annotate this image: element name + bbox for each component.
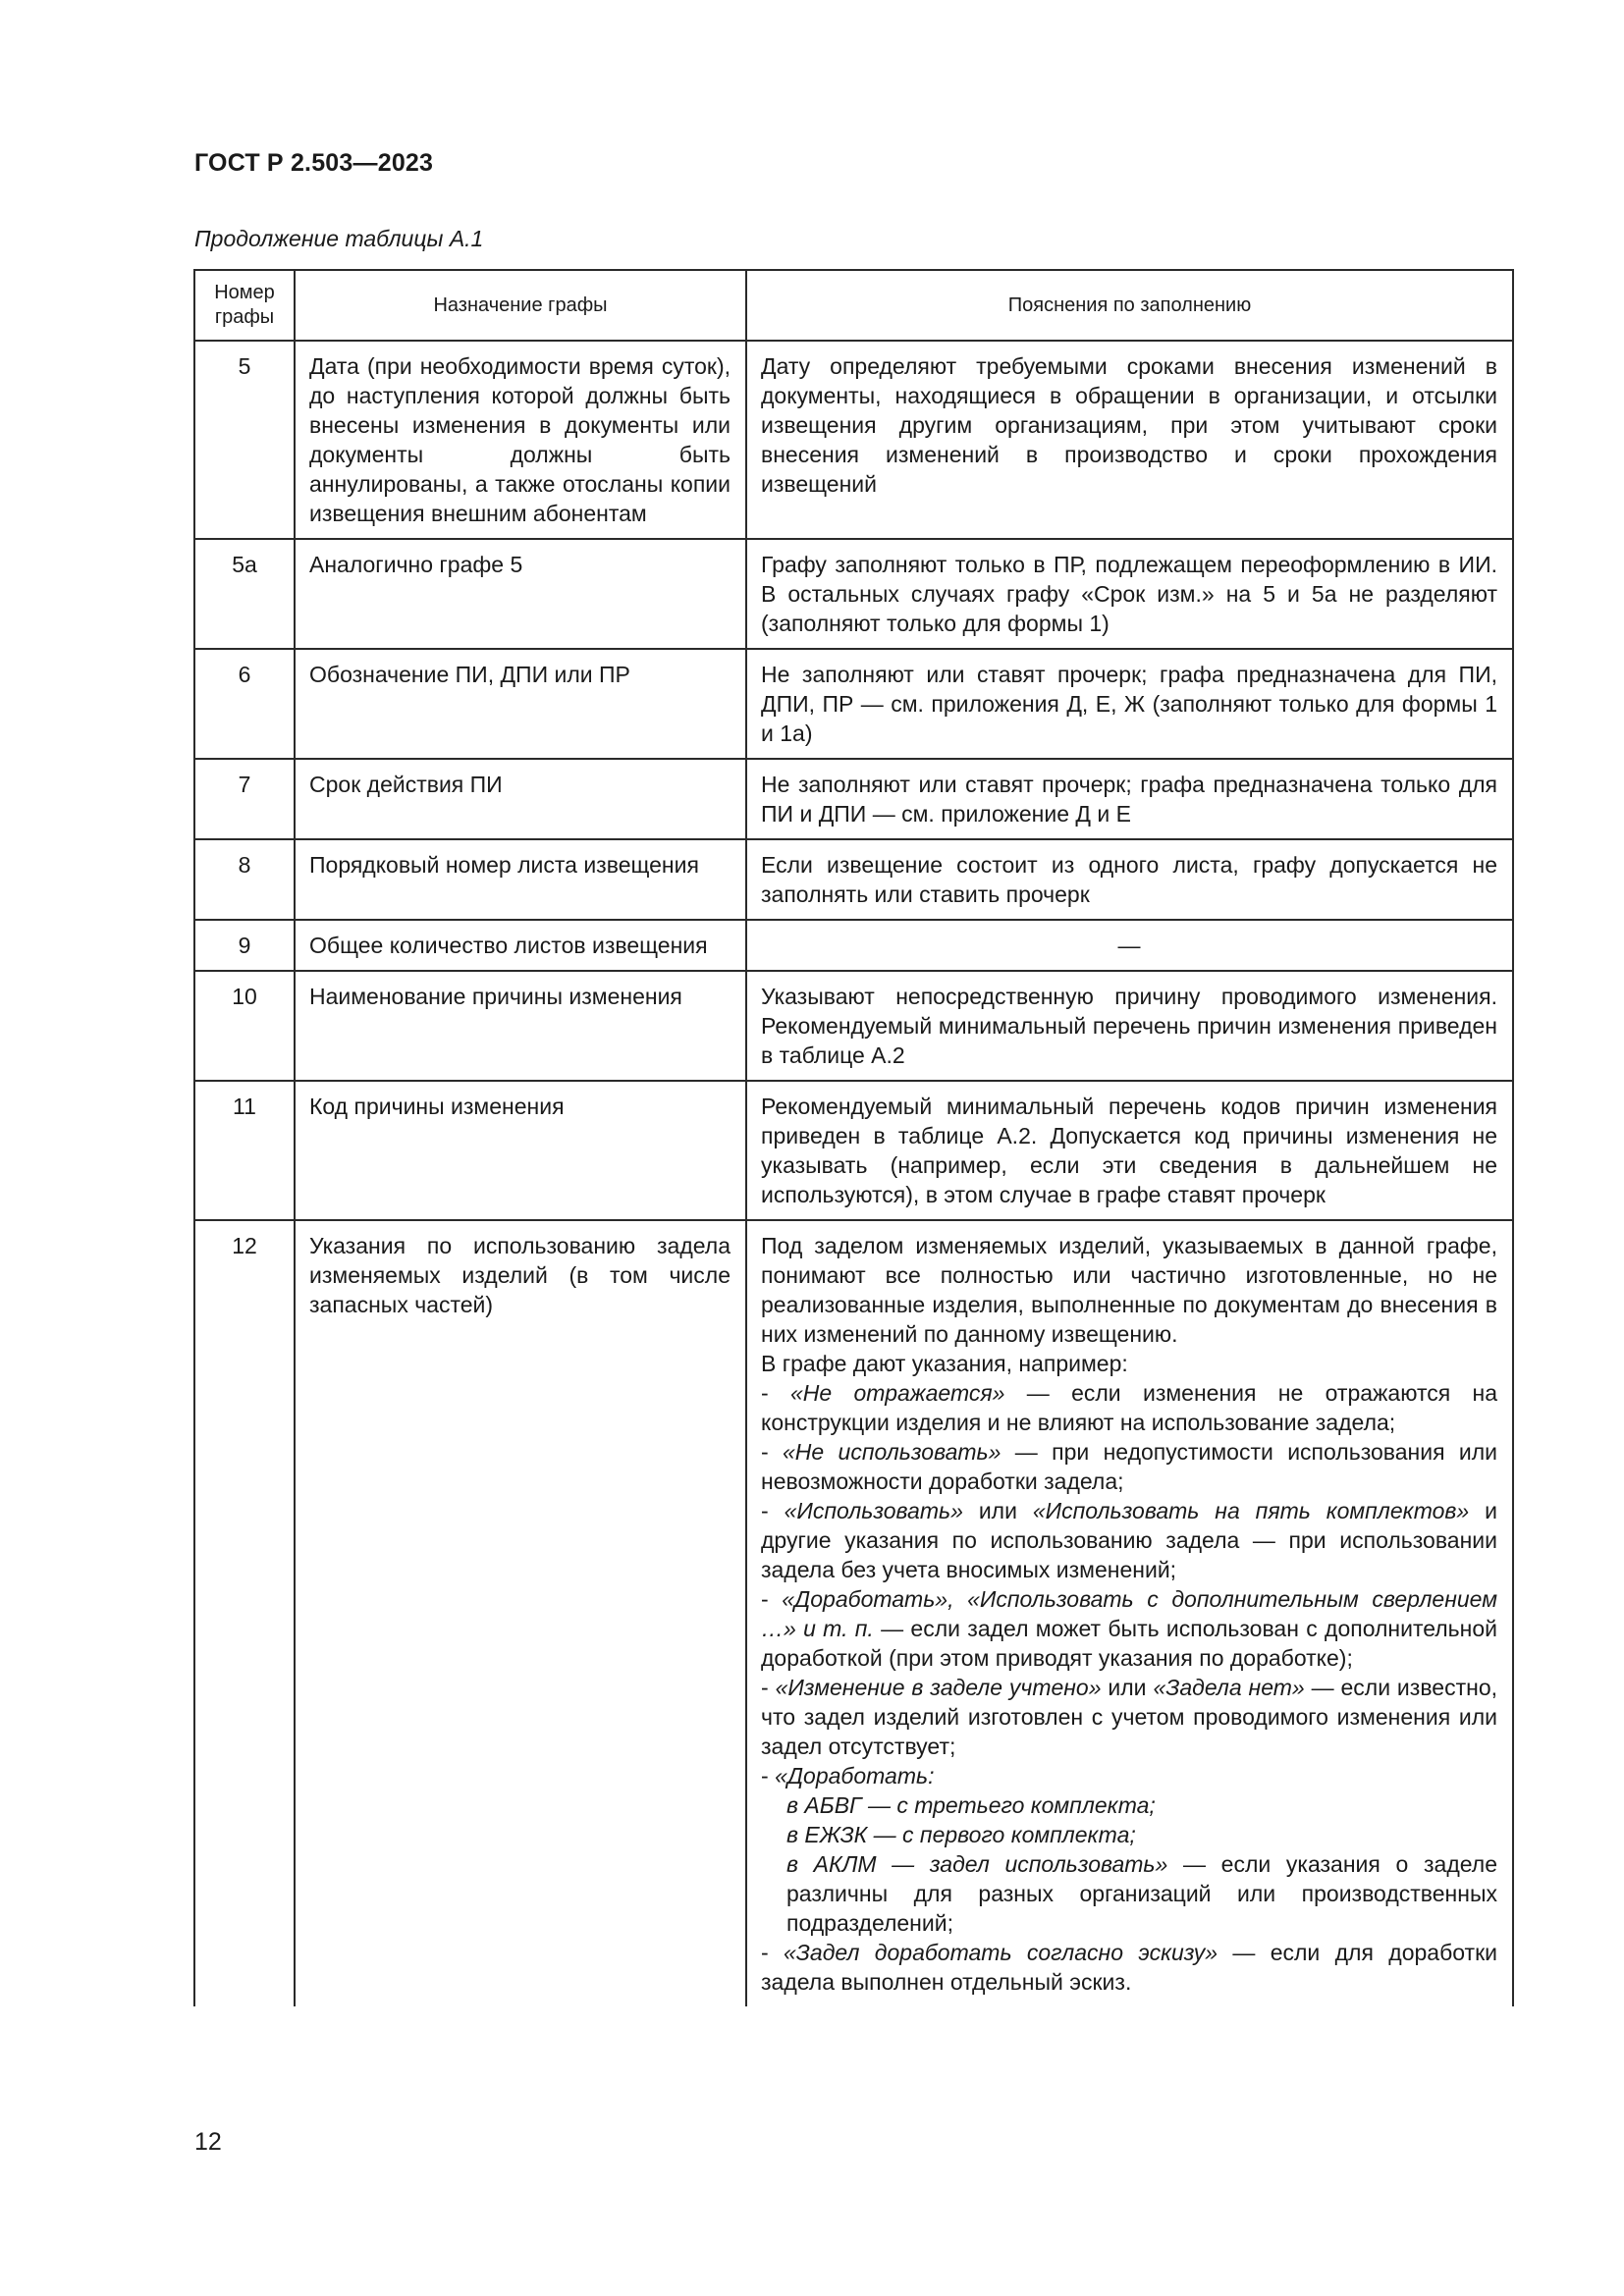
note-bullet: [761, 1761, 1497, 1790]
bullet-dash: -: [761, 1675, 776, 1700]
row-purpose: Дата (при необходимости время суток), до наступления которой должны быть внесены изменения в документы или документы должны быть аннулированы, а также отосланы копии извещения внешним абонентам: [295, 341, 746, 539]
table-row: [194, 1220, 1513, 2006]
quoted-instruction: в АКЛМ — задел использовать»: [786, 1851, 1168, 1877]
column-header-number: Номер графы: [194, 270, 295, 341]
row-number: 8: [194, 839, 295, 920]
row-note: —: [746, 920, 1513, 971]
table-row: [194, 920, 1513, 971]
note-intro: Под заделом изменяемых изделий, указываемых в данной графе, понимают все полностью или частично изготовленные, но не реализованные изделия, выполненные по документам до внесения в них изменений по данному извещению.: [761, 1233, 1497, 1347]
table-row: [194, 649, 1513, 759]
row-purpose: Порядковый номер листа извещения: [295, 839, 746, 920]
bullet-text: — при недопустимости использования или невозможности доработки задела;: [761, 1439, 1497, 1494]
row-purpose: Обозначение ПИ, ДПИ или ПР: [295, 649, 746, 759]
quoted-instruction: «Использовать на пять комплектов»: [1032, 1498, 1470, 1523]
note-bullet: [761, 1938, 1497, 1997]
bullet-dash: -: [761, 1763, 776, 1789]
row-purpose: Аналогично графе 5: [295, 539, 746, 649]
bullet-dash: -: [761, 1586, 783, 1612]
row-purpose: Срок действия ПИ: [295, 759, 746, 839]
bullet-text: или: [962, 1498, 1033, 1523]
bullet-dash: -: [761, 1380, 790, 1406]
quoted-instruction: в ЕЖЗК — с первого комплекта;: [786, 1822, 1136, 1847]
document-header: ГОСТ Р 2.503—2023: [194, 149, 434, 177]
quoted-instruction: «Не отражается»: [790, 1380, 1005, 1406]
row-number: 10: [194, 971, 295, 1081]
page-number: 12: [194, 2128, 222, 2156]
row-note: Не заполняют или ставят прочерк; графа предназначена для ПИ, ДПИ, ПР — см. приложения Д, Е, Ж (заполняют только для формы 1 и 1а): [746, 649, 1513, 759]
bullet-text: — если указания о заделе различны для разных организаций или производственных подразделений;: [786, 1851, 1497, 1936]
row-number: 5а: [194, 539, 295, 649]
note-sub-line: [761, 1790, 1497, 1820]
quoted-instruction: в АБВГ — с третьего комплекта;: [786, 1792, 1156, 1818]
row-note: Указывают непосредственную причину проводимого изменения. Рекомендуемый минимальный перечень причин изменения приведен в таблице А.2: [746, 971, 1513, 1081]
table-row: [194, 759, 1513, 839]
row-number: 9: [194, 920, 295, 971]
quoted-instruction: «Задела нет»: [1153, 1675, 1305, 1700]
note-sub-line: [761, 1849, 1497, 1938]
table-caption: Продолжение таблицы А.1: [194, 226, 484, 251]
row-note: Дату определяют требуемыми сроками внесения изменений в документы, находящиеся в обращении в организации, и отсылки извещения другим организациям, при этом учитывают сроки внесения изменений в производство и сроки прохождения извещений: [746, 341, 1513, 539]
note-bullet: [761, 1437, 1497, 1496]
quoted-instruction: «Задел доработать согласно эскизу»: [784, 1940, 1218, 1965]
bullet-text: — если для доработки задела выполнен отдельный эскиз.: [761, 1940, 1497, 1995]
note-bullet: [761, 1673, 1497, 1761]
table-header-row: [194, 270, 1513, 341]
row-purpose: Наименование причины изменения: [295, 971, 746, 1081]
bullet-text: — если известно, что задел изделий изготовлен с учетом проводимого изменения или задел отсутствует;: [761, 1675, 1497, 1759]
row-purpose: Общее количество листов извещения: [295, 920, 746, 971]
bullet-text: или: [1101, 1675, 1154, 1700]
row-purpose: Код причины изменения: [295, 1081, 746, 1220]
row-note: Рекомендуемый минимальный перечень кодов причин изменения приведен в таблице А.2. Допускается код причины изменения не указывать (например, если эти сведения в дальнейшем не используются), в этом случае в графе ставят прочерк: [746, 1081, 1513, 1220]
bullet-text: — если задел может быть использован с дополнительной доработкой (при этом приводят указания по доработке);: [761, 1616, 1497, 1671]
column-header-purpose: Назначение графы: [295, 270, 746, 341]
quoted-instruction: «Доработать», «Использовать с дополнительным сверлением …» и т. п.: [761, 1586, 1497, 1641]
row-note: Графу заполняют только в ПР, подлежащем переоформлению в ИИ. В остальных случаях графу «Срок изм.» на 5 и 5а не разделяют (заполняют только для формы 1): [746, 539, 1513, 649]
bullet-dash: -: [761, 1940, 785, 1965]
quoted-instruction: «Доработать:: [775, 1763, 935, 1789]
row-number: 11: [194, 1081, 295, 1220]
column-header-notes: Пояснения по заполнению: [746, 270, 1513, 341]
table-row: [194, 539, 1513, 649]
row-number: 7: [194, 759, 295, 839]
table-row: [194, 341, 1513, 539]
note-bullet: [761, 1496, 1497, 1584]
row-number: 5: [194, 341, 295, 539]
table-row: [194, 1081, 1513, 1220]
table-row: [194, 971, 1513, 1081]
quoted-instruction: «Не использовать»: [783, 1439, 1001, 1465]
row-note-detailed: [746, 1220, 1513, 2006]
specification-table: [193, 269, 1514, 2006]
bullet-dash: -: [761, 1498, 785, 1523]
bullet-text: — если изменения не отражаются на конструкции изделия и не влияют на использование задела;: [761, 1380, 1497, 1435]
bullet-dash: -: [761, 1439, 784, 1465]
row-number: 12: [194, 1220, 295, 2006]
row-note: Если извещение состоит из одного листа, графу допускается не заполнять или ставить прочерк: [746, 839, 1513, 920]
quoted-instruction: «Использовать»: [784, 1498, 963, 1523]
table-row: [194, 839, 1513, 920]
bullet-text: и другие указания по использованию задела — при использовании задела без учета вносимых изменений;: [761, 1498, 1497, 1582]
note-bullet: [761, 1584, 1497, 1673]
row-number: 6: [194, 649, 295, 759]
note-bullet: [761, 1378, 1497, 1437]
row-note: Не заполняют или ставят прочерк; графа предназначена только для ПИ и ДПИ — см. приложение Д и Е: [746, 759, 1513, 839]
note-lead: В графе дают указания, например:: [761, 1351, 1128, 1376]
quoted-instruction: «Изменение в заделе учтено»: [775, 1675, 1102, 1700]
note-sub-line: [761, 1820, 1497, 1849]
row-purpose: Указания по использованию задела изменяемых изделий (в том числе запасных частей): [295, 1220, 746, 2006]
